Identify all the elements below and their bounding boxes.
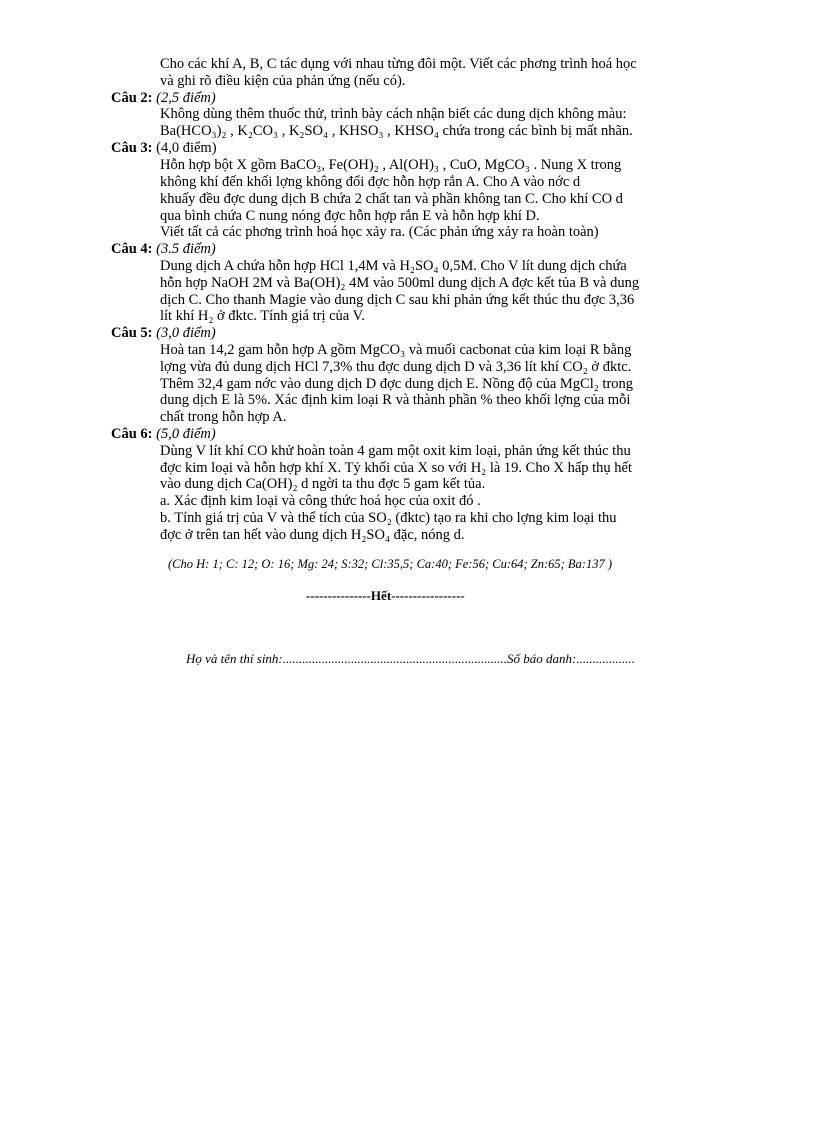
candidate-info-line: Họ và tên thí sinh:.....................................................................Số báo danh:.................. [186,651,635,666]
question-4-points: (3.5 điểm) [156,241,216,257]
question-6-line-3: vào dung dịch Ca(OH)₂ d ngời ta thu đợc 5 gam kết tủa. [160,476,486,492]
question-5-points: (3,0 điểm) [156,325,216,341]
question-4-line-2: hỗn hợp NaOH 2M và Ba(OH)₂ 4M vào 500ml dung dịch A đợc kết tủa B và dung [160,275,640,291]
question-3-label: Câu 3: [111,140,153,156]
question-5-line-3: Thêm 32,4 gam nớc vào dung dịch D đợc dung dịch E. Nồng độ của MgCl₂ trong [160,376,634,392]
question-3-line-5: Viết tất cả các phơng trình hoá học xảy ra. (Các phản ứng xảy ra hoàn toàn) [160,224,599,240]
question-5-line-2: lợng vừa đủ dung dịch HCl 7,3% thu đợc dung dịch D và 3,36 lít khí CO₂ ở đktc. [160,359,632,375]
question-4-label: Câu 4: [111,241,153,257]
question-3-heading [111,140,217,156]
question-6-points: (5,0 điểm) [156,426,216,442]
question-6-label: Câu 6: [111,426,153,442]
question-6-part-b-cont: đợc ở trên tan hết vào dung dịch H₂SO₄ đặc, nóng d. [160,527,465,543]
intro-line-2: và ghi rõ điều kiện của phản ứng (nếu có). [160,73,406,89]
intro-line-1: Cho các khí A, B, C tác dụng với nhau từng đôi một. Viết các phơng trình hoá học [160,56,637,72]
question-3-line-3: khuấy đều đợc dung dịch B chứa 2 chất tan và phần không tan C. Cho khí CO d [160,191,623,207]
question-4-heading [111,241,216,257]
question-2-heading [111,90,216,106]
question-5-line-4: dung dịch E là 5%. Xác định kim loại R và thành phần % theo khối lợng của mỗi [160,392,631,408]
question-4-line-4: lít khí H₂ ở đktc. Tính giá trị của V. [160,308,365,324]
question-5-label: Câu 5: [111,325,153,341]
question-5-line-5: chất trong hỗn hợp A. [160,409,287,425]
question-2-line-1: Không dùng thêm thuốc thử, trình bày cách nhận biết các dung dịch không màu: [160,106,627,122]
question-5-heading [111,325,216,341]
question-4-line-1: Dung dịch A chứa hỗn hợp HCl 1,4M và H₂SO₄ 0,5M. Cho V lít dung dịch chứa [160,258,627,274]
question-6-line-1: Dùng V lít khí CO khử hoàn toàn 4 gam một oxit kim loại, phản ứng kết thúc thu [160,443,631,459]
question-2-label: Câu 2: [111,90,153,106]
question-3-points: (4,0 điểm) [156,140,217,156]
atomic-masses-note: (Cho H: 1; C: 12; O: 16; Mg: 24; S:32; Cl:35,5; Ca:40; Fe:56; Cu:64; Zn:65; Ba:137 ) [168,557,613,571]
question-3-line-1: Hỗn hợp bột X gồm BaCO₃, Fe(OH)₂ , Al(OH)₃ , CuO, MgCO₃ . Nung X trong [160,157,622,173]
question-3-line-2: không khí đến khối lợng không đổi đợc hỗn hợp rắn A. Cho A vào nớc d [160,174,581,190]
question-6-line-2: đợc kim loại và hỗn hợp khí X. Tỷ khối của X so với H₂ là 19. Cho X hấp thụ hết [160,460,633,476]
question-4-line-3: dịch C. Cho thanh Magie vào dung dịch C sau khi phản ứng kết thúc thu đợc 3,36 [160,292,635,308]
question-6-part-a: a. Xác định kim loại và công thức hoá học của oxit đó . [160,493,481,509]
question-5-line-1: Hoà tan 14,2 gam hỗn hợp A gồm MgCO₃ và muối cacbonat của kim loại R bằng [160,342,632,358]
question-6-part-b: b. Tính giá trị của V và thể tích của SO₂ (đktc) tạo ra khi cho lợng kim loại thu [160,510,617,526]
end-mark: ---------------Hết----------------- [306,588,465,603]
question-2-points: (2,5 điểm) [156,90,216,106]
question-6-heading [111,426,216,442]
question-3-line-4: qua bình chứa C nung nóng đợc hỗn hợp rắn E và hỗn hợp khí D. [160,208,540,224]
question-2-line-2: Ba(HCO₃)₂ , K₂CO₃ , K₂SO₄ , KHSO₃ , KHSO₄ chứa trong các bình bị mất nhãn. [160,123,633,139]
